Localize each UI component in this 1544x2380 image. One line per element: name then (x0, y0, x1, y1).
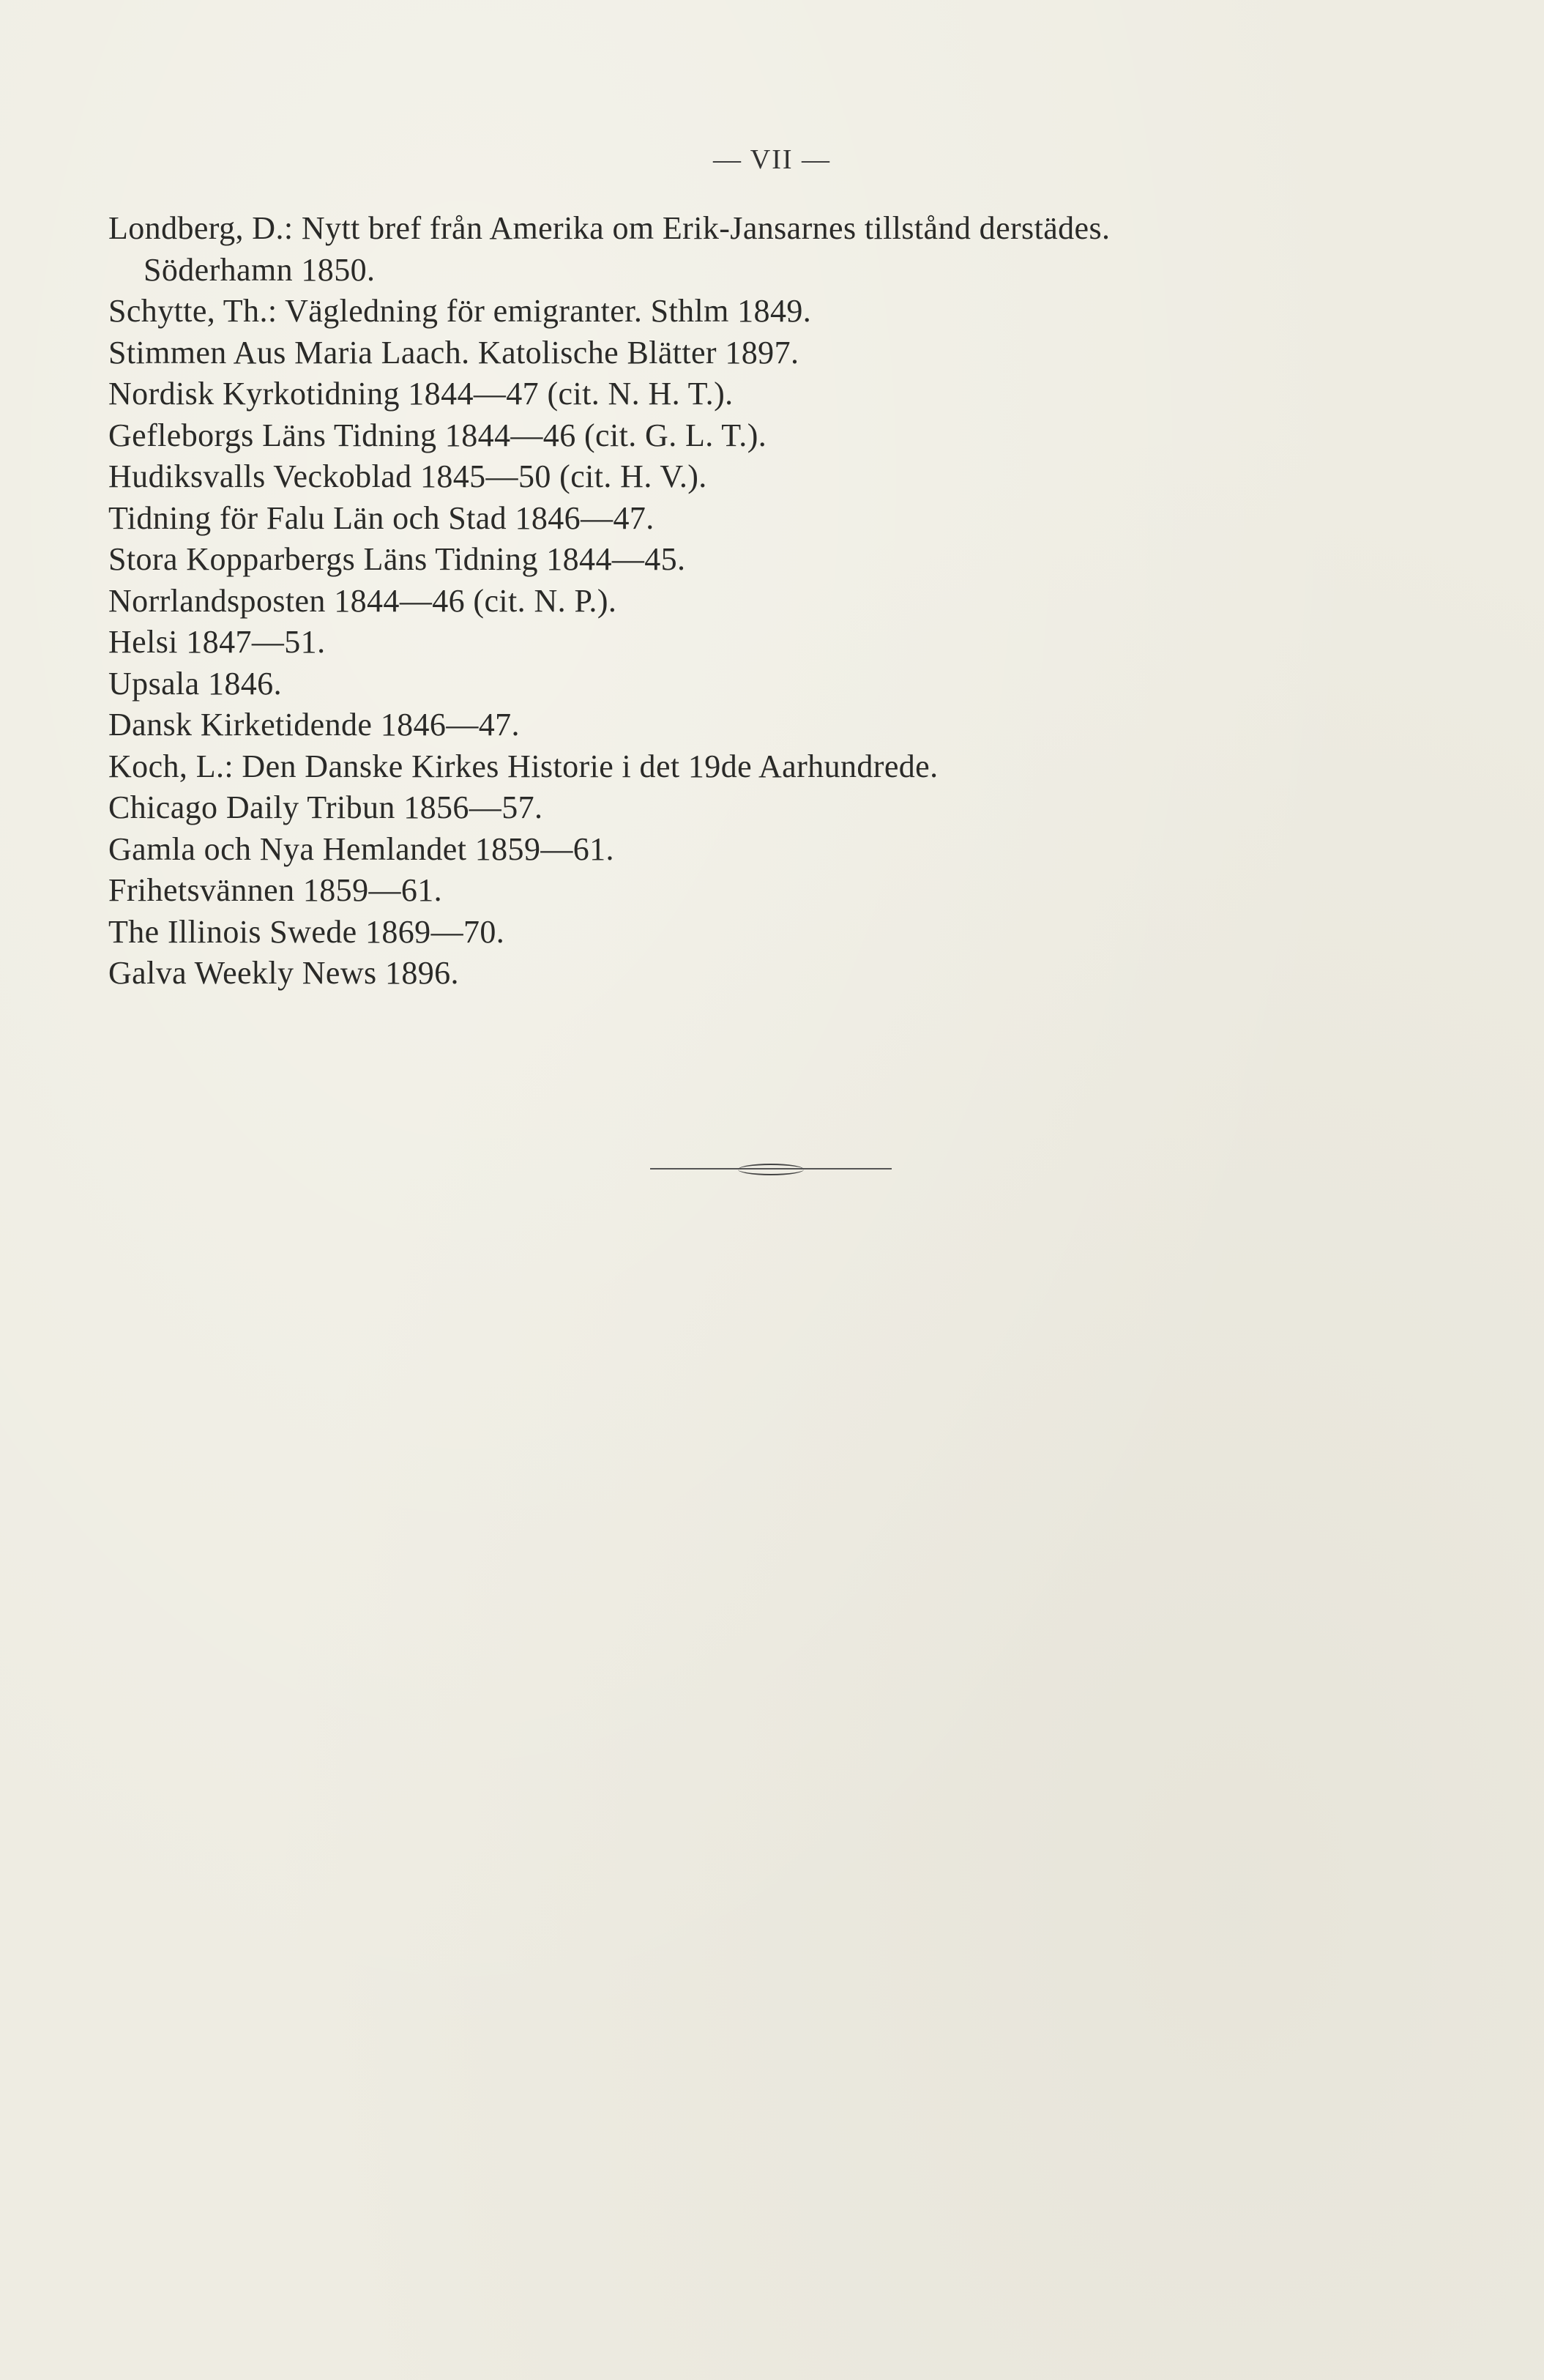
entry-text: Upsala 1846. (108, 665, 282, 702)
entry-text: Nordisk Kyrkotidning 1844—47 (cit. N. H. T.). (108, 376, 734, 412)
bibliography-entry (108, 581, 1485, 622)
bibliography-entry (108, 787, 1485, 829)
entry-text: Stora Kopparbergs Läns Tidning 1844—45. (108, 541, 686, 577)
entry-text: Londberg, D.: Nytt bref från Amerika om Erik-Jansarnes tillstånd derstädes. (108, 210, 1111, 246)
entry-text: Galva Weekly News 1896. (108, 955, 459, 991)
entry-text: Dansk Kirketidende 1846—47. (108, 707, 520, 743)
bibliography-entry (108, 539, 1485, 581)
page-number: — VII — (712, 144, 832, 175)
bibliography-entry (108, 829, 1485, 871)
entry-continuation: Söderhamn 1850. (143, 251, 376, 288)
bibliography-entry (108, 746, 1485, 788)
bibliography-entry (108, 291, 1485, 332)
entry-text: Helsi 1847—51. (108, 624, 326, 660)
bibliography-entry (108, 498, 1485, 540)
bibliography-list (108, 208, 1485, 994)
entry-text: Frihetsvännen 1859—61. (108, 872, 443, 908)
bibliography-entry (108, 704, 1485, 746)
entry-text: Hudiksvalls Veckoblad 1845—50 (cit. H. V.). (108, 458, 707, 494)
entry-text: The Illinois Swede 1869—70. (108, 913, 505, 950)
entry-text: Gefleborgs Läns Tidning 1844—46 (cit. G. L. T.). (108, 417, 767, 453)
entry-text: Koch, L.: Den Danske Kirkes Historie i det 19de Aarhundrede. (108, 748, 939, 784)
bibliography-entry (108, 663, 1485, 705)
bibliography-entry (108, 332, 1485, 374)
bibliography-entry (108, 415, 1485, 457)
end-ornament-divider (650, 1167, 892, 1170)
bibliography-entry (108, 953, 1485, 994)
bibliography-entry (108, 870, 1485, 912)
entry-text: Chicago Daily Tribun 1856—57. (108, 789, 543, 825)
entry-text: Stimmen Aus Maria Laach. Katolische Blätter 1897. (108, 334, 799, 371)
bibliography-entry (108, 912, 1485, 953)
bibliography-entry (108, 622, 1485, 663)
entry-text: Schytte, Th.: Vägledning för emigranter. Sthlm 1849. (108, 293, 812, 329)
bibliography-entry (108, 208, 1485, 291)
entry-text: Norrlandsposten 1844—46 (cit. N. P.). (108, 582, 617, 619)
entry-text: Tidning för Falu Län och Stad 1846—47. (108, 499, 654, 536)
ornament-swash (738, 1164, 804, 1175)
bibliography-entry (108, 373, 1485, 415)
entry-text: Gamla och Nya Hemlandet 1859—61. (108, 830, 614, 867)
bibliography-entry (108, 456, 1485, 498)
